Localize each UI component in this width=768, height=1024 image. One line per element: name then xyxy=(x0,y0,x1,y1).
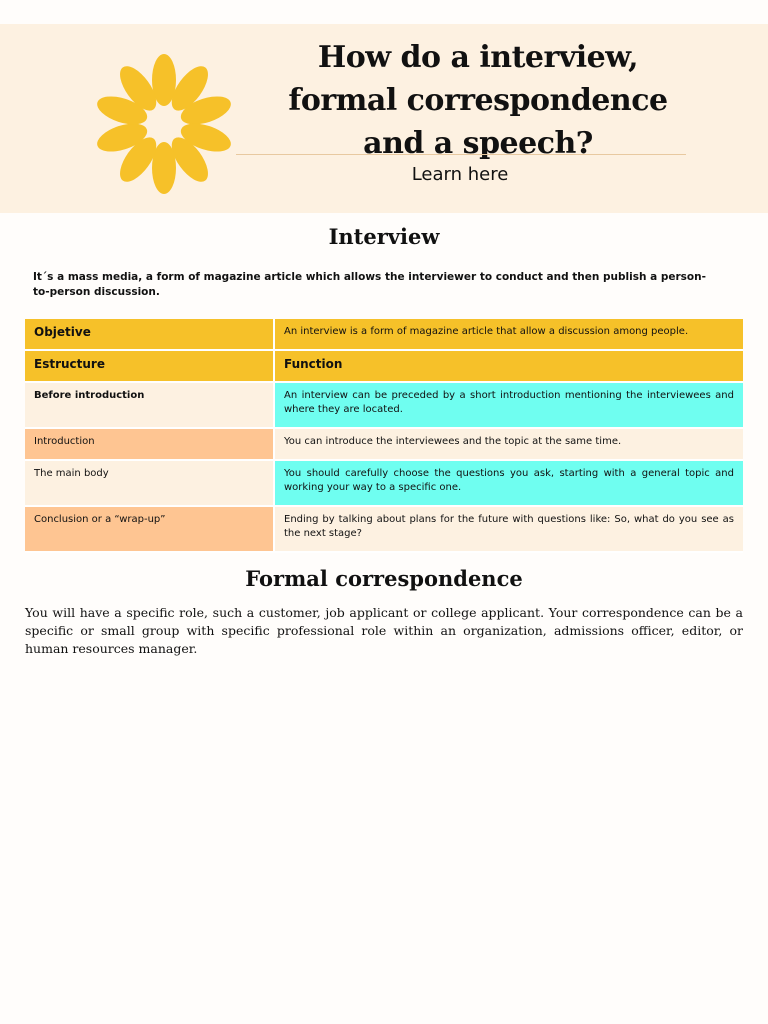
title-line: formal correspondence xyxy=(288,83,668,118)
table-header-row xyxy=(25,351,743,383)
interview-intro: It´s a mass media, a form of magazine article which allows the interviewer to conduct and then publish a person-to-person discussion. xyxy=(33,271,706,298)
page-title xyxy=(262,36,694,165)
column-header: Function xyxy=(275,351,743,383)
title-line: How do a interview, xyxy=(317,40,639,75)
table-row xyxy=(25,319,743,351)
formal-paragraph: You will have a specific role, such a customer, job applicant or college applicant. Your correspondence can be a specific or small group with specific professional role within an organization, admissions officer, editor, or human resources manager. xyxy=(25,605,743,656)
table-cell: Before introduction xyxy=(25,383,275,429)
table-cell: The main body xyxy=(25,461,275,507)
interview-heading: Interview xyxy=(328,224,440,249)
header-banner xyxy=(0,24,768,213)
table-row xyxy=(25,507,743,553)
objective-text: An interview is a form of magazine article that allow a discussion among people. xyxy=(275,319,743,351)
flower-icon xyxy=(88,54,240,194)
title-line: and a speech? xyxy=(363,126,593,161)
table-row xyxy=(25,461,743,507)
subtitle: Learn here xyxy=(411,164,509,185)
table-cell: Ending by talking about plans for the future with questions like: So, what do you see as the next stage? xyxy=(275,507,743,553)
table-cell: You can introduce the interviewees and the topic at the same time. xyxy=(275,429,743,461)
title-divider xyxy=(236,154,686,155)
formal-heading: Formal correspondence xyxy=(245,566,523,591)
table-cell: Conclusion or a “wrap-up” xyxy=(25,507,275,553)
objective-label: Objetive xyxy=(25,319,275,351)
table-cell: Introduction xyxy=(25,429,275,461)
table-cell: An interview can be preceded by a short introduction mentioning the interviewees and where they are located. xyxy=(275,383,743,429)
table-cell: You should carefully choose the questions you ask, starting with a general topic and working your way to a specific one. xyxy=(275,461,743,507)
interview-table xyxy=(25,319,743,553)
table-row xyxy=(25,429,743,461)
table-row xyxy=(25,383,743,429)
column-header: Estructure xyxy=(25,351,275,383)
